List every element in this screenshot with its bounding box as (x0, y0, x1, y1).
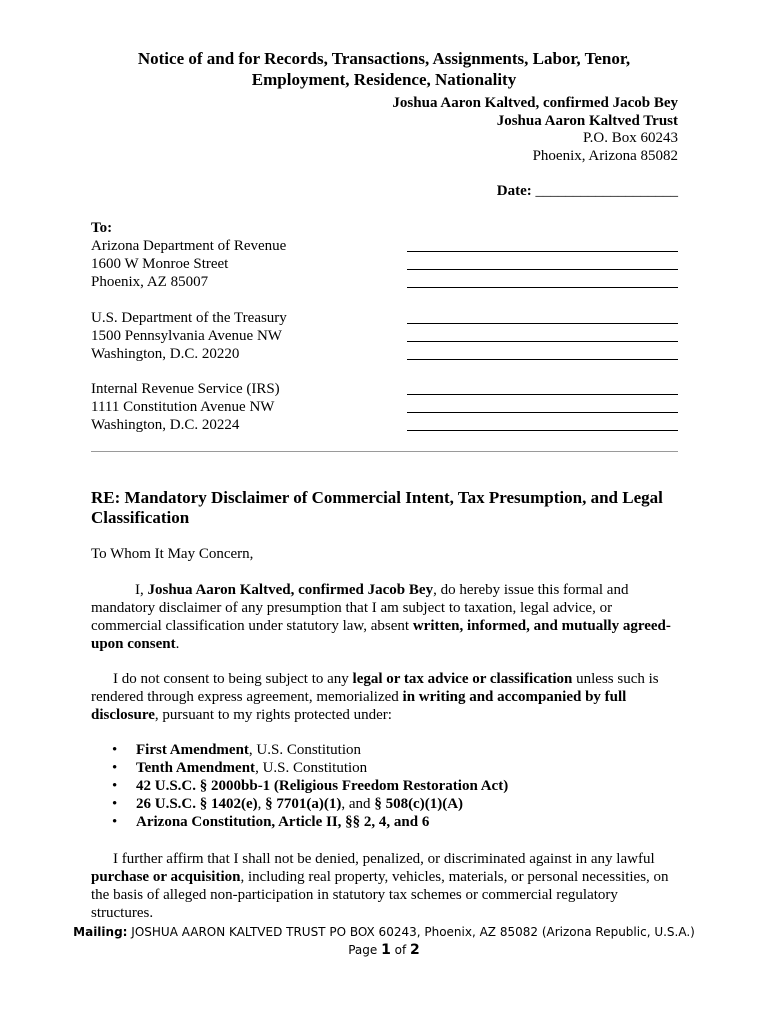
signature-blank-line (407, 359, 678, 360)
date-blank: ___________________ (535, 183, 678, 199)
recipient-2-line-3: Washington, D.C. 20220 (91, 346, 240, 362)
list-item (91, 813, 508, 831)
emphasis: written, informed, and mutually agreed- (412, 618, 671, 634)
emphasis: § 7701(a)(1) (265, 796, 342, 812)
emphasis: First Amendment (136, 742, 249, 758)
sender-name: Joshua Aaron Kaltved, confirmed Jacob Bey (392, 95, 678, 111)
declarant-name: Joshua Aaron Kaltved, confirmed Jacob Bey (147, 582, 434, 598)
text-run: , do hereby issue this formal and (433, 582, 629, 598)
re-subject-line-1: RE: Mandatory Disclaimer of Commercial Intent, Tax Presumption, and Legal (91, 488, 663, 507)
re-subject-line-2: Classification (91, 508, 190, 527)
text-run: , and (341, 796, 375, 812)
emphasis: 26 U.S.C. § 1402(e) (136, 796, 258, 812)
document-title-line-2: Employment, Residence, Nationality (251, 70, 517, 89)
emphasis: purchase or acquisition (91, 869, 241, 885)
list-item (91, 795, 508, 813)
signature-blank-line (407, 323, 678, 324)
text-run: I, (135, 582, 148, 598)
recipient-1-line-3: Phoenix, AZ 85007 (91, 274, 209, 290)
emphasis: in writing and accompanied by full (402, 689, 627, 705)
bullet-icon: • (112, 814, 118, 830)
date-field (497, 183, 678, 200)
emphasis: disclosure (91, 707, 155, 723)
recipient-1-line-1: Arizona Department of Revenue (91, 238, 287, 254)
mailing-label: Mailing: (73, 925, 128, 939)
signature-blank-line (407, 341, 678, 342)
emphasis: legal or tax advice or classification (352, 671, 573, 687)
date-label: Date: (496, 183, 532, 199)
sender-city: Phoenix, Arizona 85082 (532, 148, 678, 164)
text-run: unless such is (572, 671, 659, 687)
text-run: mandatory disclaimer of any presumption that I am subject to taxation, legal advice, or (91, 600, 613, 616)
section-divider (91, 451, 678, 452)
signature-blank-line (407, 430, 678, 431)
text-run: , including real property, vehicles, materials, or personal necessities, on (240, 869, 669, 885)
text-run: , U.S. Constitution (255, 760, 368, 776)
text-run: structures. (91, 905, 154, 921)
sender-po-box: P.O. Box 60243 (582, 130, 678, 146)
text-run: the basis of alleged non-participation in statutory tax schemes or commercial regulatory (91, 887, 618, 903)
recipient-3-line-3: Washington, D.C. 20224 (91, 417, 240, 433)
list-item (91, 759, 508, 777)
list-item (91, 741, 508, 759)
bullet-icon: • (112, 760, 118, 776)
salutation: To Whom It May Concern, (91, 546, 254, 562)
footer-mailing (0, 925, 768, 940)
emphasis: upon consent (91, 636, 176, 652)
recipient-3-line-2: 1111 Constitution Avenue NW (91, 399, 275, 415)
paragraph-1 (91, 581, 678, 653)
recipient-3-line-1: Internal Revenue Service (IRS) (91, 381, 280, 397)
text-run: rendered through express agreement, memorialized (91, 689, 403, 705)
recipient-2-line-2: 1500 Pennsylvania Avenue NW (91, 328, 282, 344)
text-run: , pursuant to my rights protected under: (154, 707, 392, 723)
of-word: of (390, 943, 411, 957)
mailing-address: JOSHUA AARON KALTVED TRUST PO BOX 60243, Phoenix, AZ 85082 (Arizona Republic, U.S.A.) (127, 925, 695, 939)
sender-trust: Joshua Aaron Kaltved Trust (496, 113, 678, 129)
bullet-icon: • (112, 742, 118, 758)
recipient-1-line-2: 1600 W Monroe Street (91, 256, 229, 272)
total-pages: 2 (410, 942, 420, 958)
signature-blank-line (407, 394, 678, 395)
emphasis: Arizona Constitution, Article II, §§ 2, 4, and 6 (136, 814, 430, 830)
signature-blank-line (407, 412, 678, 413)
current-page: 1 (381, 942, 391, 958)
paragraph-3 (91, 850, 678, 922)
signature-blank-line (407, 287, 678, 288)
signature-blank-line (407, 269, 678, 270)
page-word: Page (348, 943, 382, 957)
recipient-2-line-1: U.S. Department of the Treasury (91, 310, 287, 326)
paragraph-2 (91, 670, 678, 724)
text-run: , (257, 796, 266, 812)
text-run: , U.S. Constitution (248, 742, 362, 758)
list-item (91, 777, 508, 795)
text-run: I do not consent to being subject to any (113, 671, 353, 687)
legal-authorities-list (91, 741, 508, 831)
emphasis: § 508(c)(1)(A) (374, 796, 464, 812)
to-label: To: (91, 220, 113, 236)
bullet-icon: • (112, 796, 118, 812)
text-run: . (175, 636, 180, 652)
signature-blank-line (407, 251, 678, 252)
text-run: I further affirm that I shall not be denied, penalized, or discriminated against in any lawful (113, 851, 655, 867)
document-title-line-1: Notice of and for Records, Transactions, Assignments, Labor, Tenor, (137, 49, 631, 68)
text-run: commercial classification under statutory law, absent (91, 618, 413, 634)
emphasis: 42 U.S.C. § 2000bb-1 (Religious Freedom Restoration Act) (136, 778, 509, 794)
bullet-icon: • (112, 778, 118, 794)
page-number (0, 943, 768, 958)
emphasis: Tenth Amendment (136, 760, 256, 776)
